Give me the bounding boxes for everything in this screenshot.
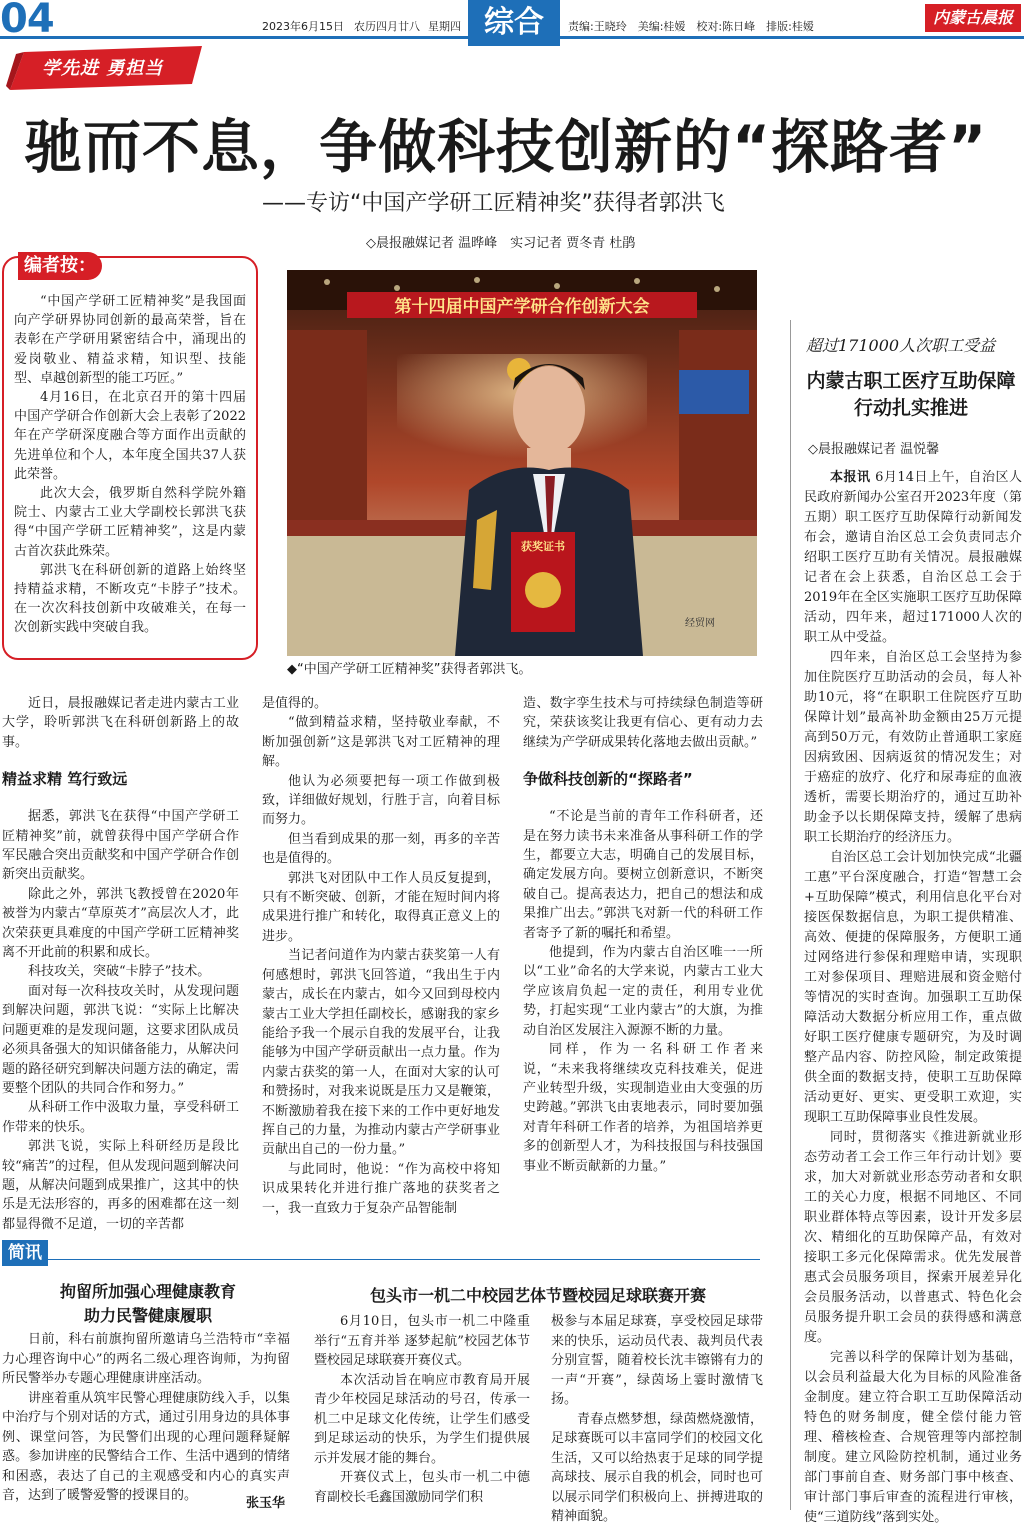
paragraph: 本次活动旨在响应市教育局开展青少年校园足球活动的号召，传承一机二中足球文化传统，让学生们感受到足球运动的快乐，为学生们提供展示并发展才能的舞台。 <box>314 1372 530 1466</box>
paragraph: 但当看到成果的那一刻，再多的辛苦也是值得的。 <box>262 831 500 867</box>
paragraph: 开赛仪式上，包头市一机二中德育副校长毛鑫国激励同学们积 <box>314 1470 530 1505</box>
credits: 责编:王晓玲 美编:桂嫒 校对:陈日峰 排版:桂嫒 <box>568 20 814 33</box>
paragraph: 是值得的。 <box>262 696 328 711</box>
paragraph: 讲座着重从筑牢民警心理健康防线入手，以集中治疗与个别对话的方式，通过引用身边的具体事例、课堂问答，为民警们出现的心理问题释疑解惑。参加讲座的民警结合工作、生活中遇到的情绪和困惑，表达了自己的主观感受和内心的真实声音，达到了暖警爱警的授课目的。 <box>2 1390 290 1503</box>
editor-note-label: 编者按： <box>18 252 102 280</box>
paragraph: 与此同时，他说：“作为高校中将知识成果转化并进行推广落地的获奖者之一，我一直致力于复杂产品智能制 <box>262 1161 500 1216</box>
paragraph: 日前，科右前旗拘留所邀请乌兰浩特市“幸福力心理咨询中心”的两名二级心理咨询师，为拘留所民警举办专题心理健康讲座活动。 <box>2 1332 290 1386</box>
weekday: 星期四 <box>428 20 461 33</box>
right-kicker: 超过171000人次职工受益 <box>806 336 996 355</box>
paragraph: 完善以科学的保障计划为基础，以会员利益最大化为目标的风险准备金制度。建立符合职工互助保障活动特色的财务制度，健全偿付能力管理、稽核检查、合规管理等内部控制制度。建立风险防控机制，通过业务部门事前自查、财务部门事中核查、审计部门事后审查的流程进行审核，使“三道防线”落到实处。 <box>804 1350 1022 1525</box>
date: 2023年6月15日 <box>262 20 344 33</box>
section-heading: 精益求精 笃行致远 <box>2 770 128 789</box>
paragraph: 他认为必须要把每一项工作做到极致，详细做好规划，行胜于言，向着目标而努力。 <box>262 773 500 828</box>
paragraph <box>804 468 1022 648</box>
paragraph: “中国产学研工匠精神奖”是我国面向产学研界协同创新的最高荣誉，旨在表彰在产学研用紧密结合中，涌现出的爱岗敬业、精益求精，知识型、技能型、卓越创新型的能工巧匠。” <box>14 294 246 386</box>
paragraph: 面对每一次科技攻关时，从发现问题到解决问题，郭洪飞说：“实际上比解决问题更难的是发现问题，这要求团队成员必须具备强大的知识储备能力，从解决问题的路径研究到解决问题方法的确定，需要整个团队的共同合作和努力。” <box>2 983 239 1096</box>
brief-2-title: 包头市一机二中校园艺体节暨校园足球联赛开赛 <box>369 1286 706 1305</box>
paragraph: 四年来，自治区总工会坚持为参加住院医疗互助活动的会员，每人补助10元，将“在职职工住院医疗互助保障计划”最高补助金额由25万元提高到50万元，有效防止普通职工家庭因病致困、因病返贫的情况发生；对于癌症的放疗、化疗和尿毒症的血液透析，需要长期治疗的，通过互助补助金予以长期保障支持，缓解了患病职工长期治疗的经济压力。 <box>804 650 1022 845</box>
brief-2-column-b <box>551 1312 763 1527</box>
award-photo <box>287 270 757 656</box>
paragraph: 造、数字孪生技术与可持续绿色制造等研究，荣获该奖让我更有信心、更有动力去继续为产学研成果转化落地去做出贡献。” <box>523 696 763 750</box>
masthead-logo: 内蒙古晨报 <box>925 4 1021 32</box>
section-heading: 争做科技创新的“探路者” <box>523 770 693 789</box>
paragraph: “不论是当前的青年工作科研者，还是在努力读书未来准备从事科研工作的学生，都要立大志，明确自己的发展目标，确定发展方向。要树立创新意识，不断突破自己。提高表达力，把自己的想法和成果推广出去。”郭洪飞对新一代的科研工作者寄予了新的嘱托和希望。 <box>523 809 763 941</box>
editor-note-text <box>14 292 246 638</box>
ribbon-text: 学先进 勇担当 <box>42 58 164 79</box>
paragraph: 近日，晨报融媒记者走进内蒙古工业大学，聆听郭洪飞在科研创新路上的故事。 <box>2 696 239 750</box>
subheadline: ——专访“中国产学研工匠精神奖”获得者郭洪飞 <box>262 191 725 216</box>
paragraph: 当记者问道作为内蒙古获奖第一人有何感想时，郭洪飞回答道，“我出生于内蒙古，成长在内蒙古，如今又回到母校内蒙古工业大学担任副校长，感谢我的家乡能给予我一个展示自我的发展平台，让我能够为中国产学研贡献出一点力量。作为内蒙古获奖的第一人，在面对大家的认可和赞扬时，对我来说既是压力又是鞭策，不断激励着我在接下来的工作中更好地发挥自己的力量，为推动内蒙古产学研事业贡献出自己的一份力量。” <box>262 948 500 1158</box>
paragraph: 同时，贯彻落实《推进新就业形态劳动者工会工作三年行动计划》要求，加大对新就业形态劳动者和女职工的关心力度，根据不同地区、不同职业群体特点等因素，设计开发多层次、精细化的互助保障产品，有效对接职工多元化保障需求。优先发展普惠式会员服务项目，探索开展差异化会员服务活动，以普惠式、特色化会员服务提升职工会员的获得感和满意度。 <box>804 1130 1022 1345</box>
certificate-text: 获奖证书 <box>521 540 565 553</box>
paragraph: 从科研工作中汲取力量，享受科研工作带来的快乐。 <box>2 1100 239 1135</box>
paragraph: 同样，作为一名科研工作者来说，“未来我将继续攻克科技难关，促进产业转型升级，实现制造业由大变强的历史跨越。”郭洪飞由衷地表示，同时要加强对青年科研工作者的培养，为祖国培养更多的创新型人才，为科技报国与科技强国事业不断贡献新的力量。” <box>523 1042 763 1174</box>
article-column-1 <box>2 694 239 1234</box>
paragraph: 自治区总工会计划加快完成“北疆工惠”平台深度融合，打造“智慧工会+互助保障”模式，利用信息化平台对接医保数据信息，为职工提供精准、高效、便捷的保障服务，方便职工通过网络进行参保和理赔申请，实现职工对参保项目、理赔进展和资金赔付等情况的实时查询。加强职工互助保障活动大数据分析应用工作，重点做好职工医疗健康专题研究，为及时调整产品内容、防控风险，制定政策提供全面的数据支持，使职工互助保障活动更好、更实、更受职工欢迎，实现职工互助保障事业良性发展。 <box>804 850 1022 1125</box>
lead-text: 6月14日上午，自治区人民政府新闻办公室召开2023年度（第五期）职工医疗互助保障行动新闻发布会，邀请自治区总工会负责同志介绍职工医疗互助有关情况。晨报融媒记者在会上获悉，自治区总工会于2019年在全区实施职工医疗互助保障活动，四年来，超过171000人次的职工从中受益。 <box>804 470 1022 645</box>
column-divider <box>790 320 791 1510</box>
headline: 驰而不息，争做科技创新的“探路者” <box>24 113 988 181</box>
paragraph: 郭洪飞在科研创新的道路上始终坚持精益求精，不断攻克“卡脖子”技术。在一次次科技创新中攻破难关，在每一次创新实践中突破自我。 <box>14 562 246 636</box>
lunar-date: 农历四月廿八 <box>354 20 420 33</box>
article-column-2 <box>262 694 500 1218</box>
paragraph: 他提到，作为内蒙古自治区唯一一所以“工业”命名的大学来说，内蒙古工业大学应该肩负起一定的责任，利用专业优势，打起实现“工业内蒙古”的大旗，为推动自治区发展注入源源不断的力量。 <box>523 945 763 1038</box>
paragraph: 6月10日，包头市一机二中隆重举行“五育并举 逐梦起航”校园艺体节暨校园足球联赛开赛仪式。 <box>314 1314 530 1368</box>
paragraph: 极参与本届足球赛，享受校园足球带来的快乐，运动员代表、裁判员代表分别宣誓，随着校长沈丰镲锵有力的一声“开赛”，绿茵场上霎时激情飞扬。 <box>551 1314 763 1407</box>
sign-text: 经贸网 <box>685 618 715 629</box>
paragraph: 据悉，郭洪飞在获得“中国产学研工匠精神奖”前，就曾获得中国产学研合作军民融合突出贡献奖和中国产学研合作创新突出贡献奖。 <box>2 809 239 883</box>
right-headline: 内蒙古职工医疗互助保障行动扎实推进 <box>806 370 1016 419</box>
brief-1-body <box>2 1330 290 1506</box>
briefs-label: 简讯 <box>2 1240 48 1266</box>
page-number: 04 <box>0 0 54 42</box>
photo-caption: ◆“中国产学研工匠精神奖”获得者郭洪飞。 <box>287 662 532 677</box>
right-article-body <box>804 468 1022 1528</box>
lead-label: 本报讯 <box>830 470 871 485</box>
brief-1-title: 拘留所加强心理健康教育 助力民警健康履职 <box>59 1282 236 1325</box>
paragraph: 郭洪飞说，实际上科研经历是段比较“痛苦”的过程，但从发现问题到解决问题，从解决问题到成果推广，这其中的快乐是无法形容的，再多的困难都在这一刻都显得微不足道，一切的辛苦都 <box>2 1139 239 1232</box>
brief-1-signature: 张玉华 <box>246 1496 286 1511</box>
brief-2-column-a <box>314 1312 530 1507</box>
paragraph: 此次大会，俄罗斯自然科学院外籍院士、内蒙古工业大学副校长郭洪飞获得“中国产学研工匠精神奖”，这是内蒙古首次获此殊荣。 <box>14 486 246 559</box>
right-byline: ◇晨报融媒记者 温悦馨 <box>808 442 940 457</box>
article-column-3 <box>523 694 763 1176</box>
briefs-rule <box>48 1259 760 1260</box>
paragraph: 科技攻关，突破“卡脖子”技术。 <box>28 964 211 980</box>
banner-text: 第十四届中国产学研合作创新大会 <box>394 297 650 317</box>
paragraph: 4月16日，在北京召开的第十四届中国产学研合作创新大会上表彰了2022年在产学研深度融合等方面作出贡献的先进单位和个人，本年度全国共37人获此荣誉。 <box>14 390 246 482</box>
paragraph: 青春点燃梦想，绿茵燃烧激情，足球赛既可以丰富同学们的校园文化生活，又可以给热衷于足球的同学提高球技、展示自我的机会，同时也可以展示同学们积极向上、拼搏进取的精神面貌。 <box>551 1411 763 1524</box>
paragraph: 郭洪飞对团队中工作人员反复提到，只有不断突破、创新，才能在短时间内将成果进行推广和转化，取得真正意义上的进步。 <box>262 870 500 944</box>
section-title: 综合 <box>468 0 560 46</box>
paragraph: 除此之外，郭洪飞教授曾在2020年被誉为内蒙古“草原英才”高层次人才，此次荣获更具难度的中国产学研工匠精神奖离不开此前的积累和成长。 <box>2 886 239 961</box>
byline: ◇晨报融媒记者 温晔峰 实习记者 贾冬青 杜鹃 <box>366 236 636 251</box>
paragraph: “做到精益求精，坚持敬业奉献，不断加强创新”这是郭洪飞对工匠精神的理解。 <box>262 715 500 770</box>
